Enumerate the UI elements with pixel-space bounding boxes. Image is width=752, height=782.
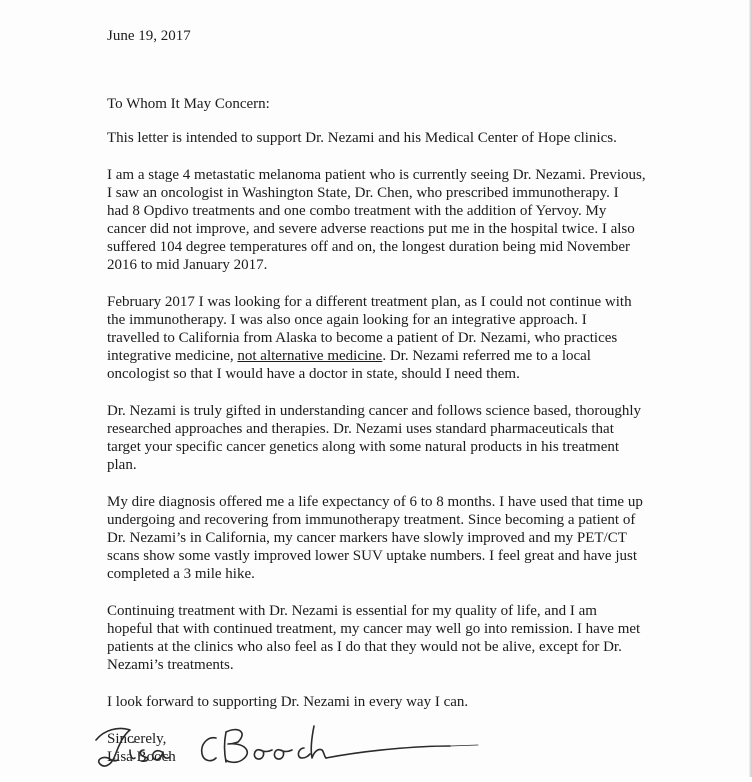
signature-stroke: [153, 751, 170, 760]
signature-strokes: [96, 726, 478, 766]
paragraph-line: Dr. Nezami is truly gifted in understanding cancer and follows science based, thoroughly: [107, 403, 642, 419]
underlined-phrase: not alternative medicine: [237, 348, 383, 364]
paragraph-line: oncologist so that I would have a doctor in state, should I need them.: [107, 366, 520, 382]
paragraph-prognosis-progress: [107, 493, 743, 583]
signature-stroke: [298, 748, 310, 758]
paragraph-line: scans show some vastly improved lower SUV uptake numbers. I feel great and have just: [107, 548, 638, 564]
paragraph-continuing-treatment: [107, 602, 743, 674]
paragraph-line: researched approaches and therapies. Dr. Nezami uses standard pharmaceuticals that: [107, 421, 614, 437]
paragraph-diagnosis-history: [107, 166, 743, 274]
letter-body: [107, 27, 743, 766]
signature-stroke: [96, 728, 130, 766]
line-text: . Dr. Nezami referred me to a local: [382, 348, 591, 364]
closing-line: Sincerely,: [107, 731, 167, 747]
paragraph-line: undergoing and recovering from immunotherapy treatment. Since becoming a patient of: [107, 512, 636, 528]
paragraph-line: My dire diagnosis offered me a life expectancy of 6 to 8 months. I have used that time up: [107, 494, 643, 510]
paragraph-line: the immunotherapy. I was also once again looking for an integrative approach. I: [107, 312, 587, 328]
signature-stroke: [311, 726, 326, 758]
paragraph-line: 2016 to mid January 2017.: [107, 257, 268, 273]
signature-stroke: [274, 750, 292, 759]
signature-drawing: [78, 712, 488, 777]
paragraph-dr-nezami-approach: [107, 402, 743, 474]
paragraph-line: patients at the clinics who also feel as I do that they would not be alive, except for Dr.: [107, 639, 622, 655]
paragraph-line: cancer did not improve, and severe adverse reactions put me in the hospital twice. I also: [107, 221, 635, 237]
paragraph-line: hopeful that with continued treatment, my cancer may well go into remission. I have met: [107, 621, 641, 637]
intro-paragraph: This letter is intended to support Dr. Nezami and his Medical Center of Hope clinics.: [107, 130, 617, 146]
signature-stroke: [225, 730, 248, 763]
signer-name: Lisa Booch: [107, 749, 176, 765]
paragraph-line: Nezami’s treatments.: [107, 657, 234, 673]
paragraph-line: plan.: [107, 457, 137, 473]
signature-stroke: [254, 750, 272, 759]
signature-stroke: [450, 745, 478, 746]
signature-stroke: [202, 738, 216, 761]
signature-stroke: [140, 750, 147, 761]
paragraph-line: I saw an oncologist in Washington State, Dr. Chen, who prescribed immunotherapy. I: [107, 185, 619, 201]
salutation: To Whom It May Concern:: [107, 96, 270, 112]
line-text: integrative medicine,: [107, 348, 238, 364]
handwritten-signature: [78, 712, 488, 777]
paragraph-line: had 8 Opdivo treatments and one combo treatment with the addition of Yervoy. My: [107, 203, 607, 219]
paragraph-line: [107, 347, 743, 365]
paragraph-line: I am a stage 4 metastatic melanoma patient who is currently seeing Dr. Nezami. Previous,: [107, 167, 646, 183]
paragraph-closing-statement: I look forward to supporting Dr. Nezami in every way I can.: [107, 694, 469, 710]
signature-stroke: [326, 746, 450, 758]
paragraph-line: Dr. Nezami’s in California, my cancer markers have slowly improved and my PET/CT: [107, 530, 627, 546]
paragraph-line: February 2017 I was looking for a different treatment plan, as I could not continue with: [107, 294, 632, 310]
paragraph-new-treatment: [107, 293, 743, 383]
letter-date: June 19, 2017: [107, 28, 191, 44]
paragraph-line: completed a 3 mile hike.: [107, 566, 255, 582]
paragraph-line: travelled to California from Alaska to become a patient of Dr. Nezami, who practices: [107, 330, 618, 346]
paragraph-line: suffered 104 degree temperatures off and on, the longest duration being mid November: [107, 239, 631, 255]
paragraph-line: target your specific cancer genetics along with some natural products in his treatment: [107, 439, 620, 455]
signature-stroke: [130, 750, 135, 759]
paragraph-line: Continuing treatment with Dr. Nezami is essential for my quality of life, and I am: [107, 603, 597, 619]
